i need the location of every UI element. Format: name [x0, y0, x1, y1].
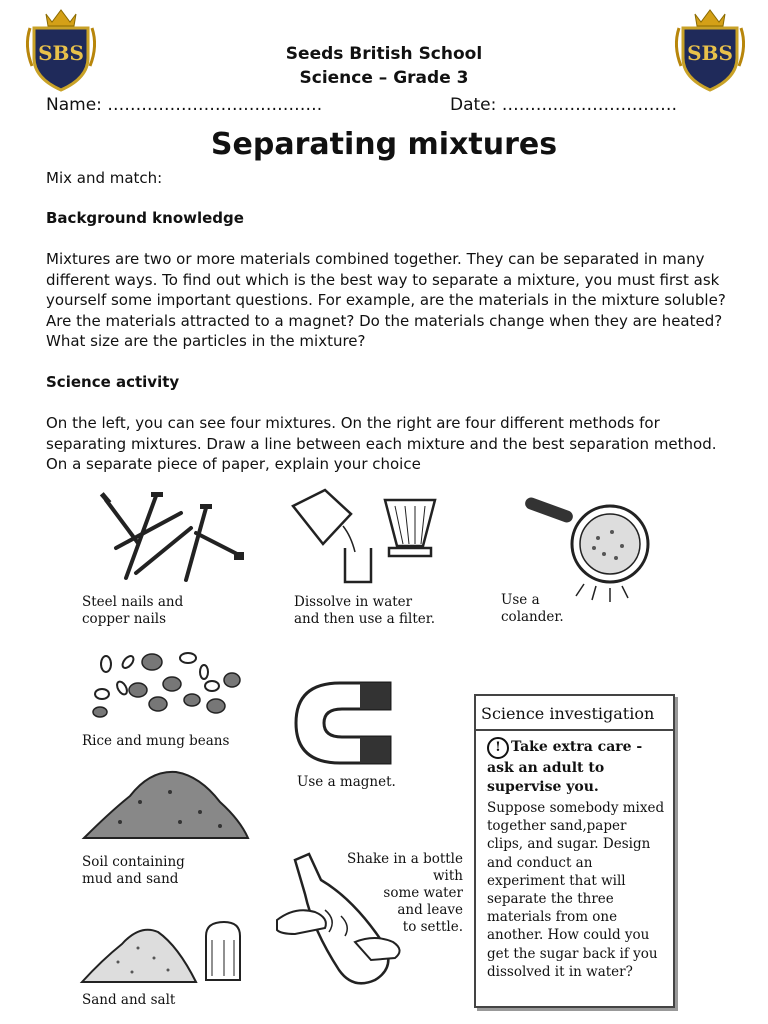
rice-beans-illustration — [92, 650, 242, 720]
magnet-illustration — [290, 675, 400, 770]
science-investigation-box — [474, 694, 675, 1008]
background-heading: Background knowledge — [46, 209, 244, 227]
exclamation-icon: ! — [487, 737, 509, 759]
date-field[interactable]: Date: ……….………………… — [450, 95, 678, 115]
caption-rice: Rice and mung beans — [82, 733, 230, 749]
sand-salt-illustration — [78, 918, 248, 986]
page-title: Separating mixtures — [210, 127, 558, 162]
investigation-title: Science investigation — [476, 696, 673, 731]
intro-text: Mix and match: — [46, 169, 163, 187]
dissolve-filter-illustration — [285, 486, 445, 586]
activity-heading: Science activity — [46, 373, 180, 391]
caption-colander: Use a colander. — [501, 592, 564, 625]
caption-magnet: Use a magnet. — [297, 774, 396, 790]
logo-text: SBS — [687, 41, 733, 65]
caption-salt: Sand and salt — [82, 992, 176, 1008]
caption-shake: Shake in a bottle with some water and leave to settle. — [346, 851, 463, 935]
subject-grade: Science – Grade 3 — [299, 68, 469, 88]
caption-soil: Soil containing mud and sand — [82, 854, 185, 887]
background-text: Mixtures are two or more materials combined together. They can be separated in many different ways. To find out which is the best way to separate a mixture, you must first ask yourself some important questions. For example, are the materials in the mixture soluble? Are the materials attracted to a magnet? Do the materials change when they are heated? What size are the particles in the mixture? — [46, 250, 726, 350]
soil-pile-illustration — [80, 762, 250, 842]
school-header — [0, 42, 768, 90]
investigation-warning: ! Take extra care - ask an adult to supervise you. — [487, 739, 643, 795]
name-field[interactable]: Name: …………………….…………. — [46, 95, 323, 115]
caption-nails: Steel nails and copper nails — [82, 594, 184, 627]
caption-dissolve: Dissolve in water and then use a filter. — [294, 594, 436, 627]
nails-illustration — [96, 488, 246, 588]
investigation-body: Suppose somebody mixed together sand,paper clips, and sugar. Design and conduct an experiment that will separate the three materials from one another. How could you get the sugar back if you dissolved it in water? — [487, 800, 665, 980]
school-name: Seeds British School — [285, 44, 483, 64]
logo-text: SBS — [38, 41, 84, 65]
activity-text: On the left, you can see four mixtures. On the right are four different methods for separating mixtures. Draw a line between each mixture and the best separation method. On a separate piece of paper, explain your choice — [46, 414, 717, 473]
colander-illustration — [524, 494, 654, 604]
